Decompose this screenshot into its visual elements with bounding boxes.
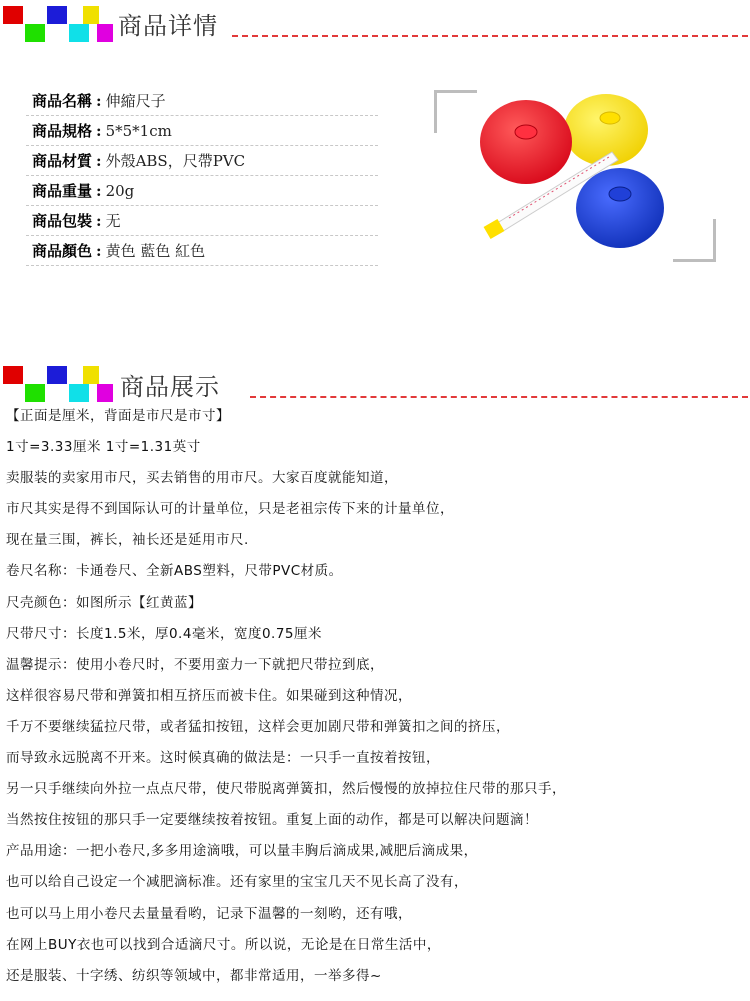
product-image-frame <box>434 90 716 262</box>
spec-row: 商品顏色 : 黄色 藍色 紅色 <box>26 236 378 266</box>
spec-value: 黄色 藍色 紅色 <box>105 242 206 260</box>
spec-value: 无 <box>105 212 121 230</box>
description-line: 尺壳颜色：如图所示【红黄蓝】 <box>6 594 202 611</box>
red-square-icon <box>3 6 23 24</box>
spec-row: 商品重量 : 20g <box>26 176 378 206</box>
description-line: 这样很容易尺带和弹簧扣相互挤压而被卡住。如果碰到这种情况， <box>6 687 412 704</box>
description-line: 另一只手继续向外拉一点点尺带，使尺带脱离弹簧扣，然后慢慢的放掉拉住尺带的那只手， <box>6 781 566 798</box>
description-line: 温馨提示：使用小卷尺时，不要用蛮力一下就把尺带拉到底， <box>6 656 384 673</box>
description-line: 卖服装的卖家用市尺，买去销售的用市尺。大家百度就能知道， <box>6 470 398 487</box>
description-line: 产品用途：一把小卷尺,多多用途滴哦，可以量丰胸后滴成果,减肥后滴成果， <box>6 843 478 860</box>
spec-key: 商品規格 <box>32 122 93 140</box>
description-line: 市尺其实是得不到国际认可的计量单位，只是老祖宗传下来的计量单位， <box>6 501 454 518</box>
yellow-square-icon <box>83 6 99 24</box>
magenta-square-icon <box>97 384 113 402</box>
spec-key: 商品名稱 <box>32 92 93 110</box>
yellow-square-icon <box>83 366 99 384</box>
spec-key: 商品顏色 <box>32 242 93 260</box>
spec-table <box>26 86 378 266</box>
section-title: 商品详情 <box>118 12 218 40</box>
spec-value: 5*5*1cm <box>105 121 172 140</box>
spec-row: 商品規格 : 5*5*1cm <box>26 116 378 146</box>
cyan-square-icon <box>69 24 89 42</box>
cyan-square-icon <box>69 384 89 402</box>
green-square-icon <box>25 24 45 42</box>
description-line: 在网上BUY衣也可以找到合适滴尺寸。所以说，无论是在日常生活中， <box>6 936 441 953</box>
spec-row: 商品包裝 : 无 <box>26 206 378 236</box>
description-line: 【正面是厘米，背面是市尺是市寸】 <box>6 408 230 424</box>
blue-square-icon <box>47 6 67 24</box>
red-square-icon <box>3 366 23 384</box>
section-header-display <box>0 364 750 406</box>
spec-row: 商品名稱 : 伸縮尺子 <box>26 86 378 116</box>
description-line: 卷尺名称：卡通卷尺、全新ABS塑料，尺带PVC材质。 <box>6 563 343 580</box>
section-header-details <box>0 4 750 46</box>
section-title: 商品展示 <box>120 373 220 401</box>
description-line: 而导致永远脱离不开来。这时候真确的做法是：一只手一直按着按钮， <box>6 750 440 767</box>
description-line: 也可以给自己设定一个减肥滴标准。还有家里的宝宝几天不见长高了没有， <box>6 874 468 891</box>
spec-key: 商品包裝 <box>32 212 93 230</box>
description-line: 当然按住按钮的那只手一定要继续按着按钮。重复上面的动作，都是可以解决问题滴！ <box>6 812 538 829</box>
magenta-square-icon <box>97 24 113 42</box>
description-line: 尺带尺寸：长度1.5米，厚0.4毫米，宽度0.75厘米 <box>6 625 322 642</box>
spec-value: 20g <box>105 181 135 200</box>
description-line: 千万不要继续猛拉尺带，或者猛扣按钮，这样会更加剧尺带和弹簧扣之间的挤压， <box>6 718 510 735</box>
spec-row: 商品材質 : 外殼ABS，尺帶PVC <box>26 146 378 176</box>
description-line: 还是服装、十字绣、纺织等领域中，都非常适用，一举多得~ <box>6 967 382 984</box>
description-line: 现在量三围，裤长，袖长还是延用市尺. <box>6 532 249 549</box>
product-description <box>6 404 746 995</box>
spec-key: 商品材質 <box>32 152 93 170</box>
dashed-divider <box>232 35 748 37</box>
spec-key: 商品重量 <box>32 182 93 200</box>
description-line: 也可以马上用小卷尺去量量看哟，记录下温馨的一刻哟，还有哦， <box>6 905 412 922</box>
dashed-divider <box>250 396 748 398</box>
green-square-icon <box>25 384 45 402</box>
tape-measure-icon <box>434 90 716 262</box>
blue-square-icon <box>47 366 67 384</box>
spec-value: 外殼ABS，尺帶PVC <box>105 152 246 170</box>
description-line: 1寸=3.33厘米 1寸=1.31英寸 <box>6 439 201 456</box>
spec-value: 伸縮尺子 <box>105 92 166 110</box>
